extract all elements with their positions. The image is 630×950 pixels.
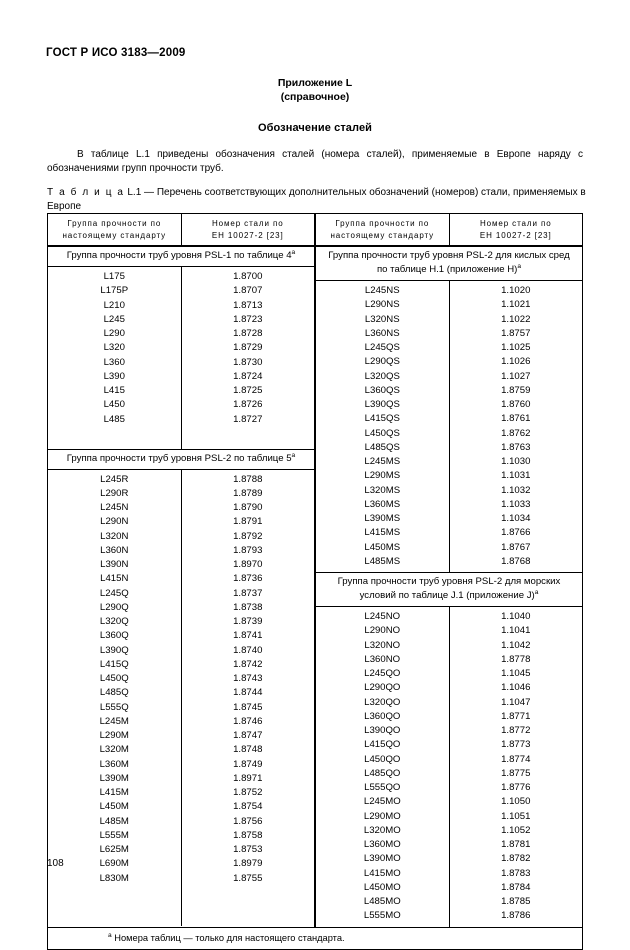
steel-number-cell: 1.8772 xyxy=(501,725,531,736)
grade-cell: L450Q xyxy=(99,673,129,685)
column-header-number-left xyxy=(182,214,314,245)
steel-number-cell: 1.1022 xyxy=(501,313,531,325)
grade-cell: L830M xyxy=(99,872,129,884)
column-header-grade-line2-left: настоящему стандарту xyxy=(62,230,167,240)
steel-number-cell: 1.8766 xyxy=(501,527,531,539)
section-heading-psl2-offshore xyxy=(316,572,582,607)
grade-cell: L415Q xyxy=(99,658,129,670)
steel-number-cell: 1.8729 xyxy=(233,342,263,354)
steel-number-cell: 1.1052 xyxy=(501,824,531,836)
steel-number-cell: 1.8745 xyxy=(233,701,263,713)
grade-cell: L290MO xyxy=(363,810,401,822)
grade-cell: L290NS xyxy=(364,299,400,311)
steel-number-cell: 1.1033 xyxy=(501,498,531,510)
grade-cell: L245NO xyxy=(364,611,401,622)
grade-cell: L625M xyxy=(99,844,129,856)
steel-number-cell: 1.8791 xyxy=(233,516,263,528)
table-header-row-left xyxy=(48,214,314,246)
grade-cell: L485MS xyxy=(364,555,401,567)
grade-cell: L360Q xyxy=(99,630,129,642)
grade-cell: L360MO xyxy=(363,839,401,850)
steel-number-cell: 1.8724 xyxy=(233,370,263,382)
steel-number-cell: 1.8768 xyxy=(501,555,531,567)
grade-cell: L210 xyxy=(103,299,125,311)
section-heading-psl2-sour-marker: a xyxy=(517,262,522,270)
grade-cell: L360MS xyxy=(364,498,401,510)
steel-number-cell: 1.8767 xyxy=(501,541,531,553)
grade-cell: L450M xyxy=(99,801,129,813)
steel-number-cell: 1.8759 xyxy=(501,384,531,396)
grade-cell: L320NS xyxy=(364,313,400,325)
steel-number-cell: 1.8744 xyxy=(233,687,263,699)
steel-number-cell: 1.8741 xyxy=(233,630,263,642)
grade-cell: L450MS xyxy=(364,541,401,553)
annex-label: Приложение L xyxy=(277,77,353,89)
steel-number-cell: 1.8773 xyxy=(501,739,531,751)
grade-cell: L290NO xyxy=(364,625,401,637)
grade-cell: L415QO xyxy=(364,739,401,751)
grade-cell: L320MO xyxy=(363,824,401,836)
grade-cell: L555QO xyxy=(364,782,401,793)
steel-number-cell: 1.8747 xyxy=(233,730,263,742)
steel-number-cell: 1.1020 xyxy=(501,285,531,296)
grade-cell: L245NS xyxy=(364,285,400,296)
grade-cell: L690M xyxy=(99,858,129,870)
steel-number-cell: 1.8785 xyxy=(501,896,531,907)
grade-cell: L245R xyxy=(100,473,129,485)
grade-cell: L450QS xyxy=(364,427,400,439)
left-filler-col-b xyxy=(182,908,314,927)
steel-number-cell: 1.8755 xyxy=(233,872,263,884)
steel-number-cell: 1.8771 xyxy=(501,710,531,722)
section-heading-psl2-offshore-line2: условий по таблице J.1 (приложение J) xyxy=(359,590,535,601)
grade-cell: L415 xyxy=(103,385,125,396)
grade-cell: L290N xyxy=(100,516,129,528)
steel-number-cell: 1.8783 xyxy=(501,867,531,879)
grade-cell: L390QO xyxy=(364,725,401,736)
grade-cell: L485M xyxy=(99,815,129,827)
grade-column-psl2-offshore xyxy=(316,607,450,927)
steel-number-cell: 1.8713 xyxy=(233,299,263,311)
steel-number-cell: 1.8776 xyxy=(501,782,531,793)
table-footnote xyxy=(48,927,582,949)
steel-number-cell: 1.8790 xyxy=(233,502,263,514)
steel-number-cell: 1.1021 xyxy=(501,299,531,311)
grade-cell: L245QS xyxy=(364,342,400,353)
grade-cell: L320NO xyxy=(364,639,401,651)
steel-number-cell: 1.8726 xyxy=(233,399,263,411)
section-heading-psl2-offshore-line1: Группа прочности труб уровня PSL-2 для морских xyxy=(337,576,561,587)
steel-number-cell: 1.1046 xyxy=(501,682,531,694)
grade-cell: L390QS xyxy=(364,399,400,410)
intro-text: В таблице L.1 приведены обозначения сталей (номера сталей), применяемые в Европе наряду с обозначениями групп прочности труб. xyxy=(47,149,583,174)
grade-cell: L175P xyxy=(100,285,129,297)
steel-number-cell: 1.1030 xyxy=(501,456,531,467)
steel-number-cell: 1.8742 xyxy=(233,658,263,670)
grade-column-psl1 xyxy=(48,267,182,449)
number-column-psl2 xyxy=(182,470,314,908)
standard-header: ГОСТ Р ИСО 3183—2009 xyxy=(46,47,186,59)
column-header-grade-line1-right: Группа прочности по xyxy=(335,219,430,228)
grade-cell: L485QS xyxy=(364,441,400,453)
table-caption-rest: L.1 — Перечень соответствующих дополнительных обозначений (номеров) стали, применяемых в Европе xyxy=(47,187,586,212)
section-heading-psl2-sour xyxy=(316,246,582,281)
grade-cell: L485 xyxy=(103,413,125,425)
steel-number-cell: 1.1026 xyxy=(501,356,531,368)
grade-cell: L360QO xyxy=(364,710,401,722)
section-heading-psl1-marker: a xyxy=(291,248,296,256)
grade-cell: L290 xyxy=(103,328,125,339)
grade-cell: L360QS xyxy=(364,384,400,396)
number-column-psl1 xyxy=(182,267,314,449)
steel-number-cell: 1.1027 xyxy=(501,370,531,382)
grade-cell: L320QO xyxy=(364,696,401,708)
steel-number-cell: 1.8781 xyxy=(501,839,531,850)
grade-cell: L415M xyxy=(99,787,129,799)
column-header-number-line2-right: ЕН 10027-2 [23] xyxy=(479,230,552,240)
grade-cell: L450QO xyxy=(364,753,401,765)
steel-number-cell: 1.8737 xyxy=(233,587,263,599)
column-header-grade-left xyxy=(48,214,182,245)
steel-number-cell: 1.8758 xyxy=(233,829,263,841)
steel-number-cell: 1.8782 xyxy=(501,853,531,865)
grade-cell: L245 xyxy=(103,313,125,325)
section-body-psl2-offshore xyxy=(316,607,582,927)
grade-cell: L555MO xyxy=(363,910,401,922)
grade-cell: L390MS xyxy=(364,513,401,524)
grade-cell: L450 xyxy=(103,399,125,411)
grade-cell: L415MS xyxy=(364,527,401,539)
column-header-number-line2-left: ЕН 10027-2 [23] xyxy=(211,230,284,240)
steel-number-cell: 1.8723 xyxy=(233,313,263,325)
steel-number-cell: 1.8763 xyxy=(501,441,531,453)
grade-cell: L415MO xyxy=(363,867,401,879)
steel-number-cell: 1.8728 xyxy=(233,328,263,339)
table-caption xyxy=(47,186,587,213)
section-heading-psl1 xyxy=(48,246,314,267)
column-header-grade-right xyxy=(316,214,450,245)
grade-cell: L320 xyxy=(103,342,125,354)
grade-cell: L320MS xyxy=(364,484,401,496)
grade-cell: L290M xyxy=(99,730,129,742)
grade-cell: L485Q xyxy=(99,687,129,699)
steel-number-cell: 1.8760 xyxy=(501,399,531,410)
steel-number-cell: 1.1051 xyxy=(501,810,531,822)
steel-number-cell: 1.8754 xyxy=(233,801,263,813)
grade-cell: L290MS xyxy=(364,470,401,482)
grade-cell: L390Q xyxy=(99,644,129,656)
grade-cell: L245QO xyxy=(364,668,401,679)
section-heading-psl2-text: Группа прочности труб уровня PSL-2 по таблице 5 xyxy=(66,452,292,464)
table-header-row-right xyxy=(316,214,582,246)
grade-cell: L320Q xyxy=(99,616,129,628)
grade-cell: L485MO xyxy=(363,896,401,907)
steel-number-cell: 1.8727 xyxy=(233,413,263,425)
steel-number-cell: 1.8788 xyxy=(233,473,263,485)
annex-title: Обозначение сталей xyxy=(257,122,373,134)
steel-number-cell: 1.1031 xyxy=(501,470,531,482)
grade-cell: L320N xyxy=(100,530,129,542)
grade-cell: L390MO xyxy=(363,853,401,865)
section-body-psl1 xyxy=(48,267,314,449)
grade-cell: L360N xyxy=(100,544,129,556)
steel-number-cell: 1.1047 xyxy=(501,696,531,708)
grade-cell: L415QS xyxy=(364,413,400,425)
steel-number-cell: 1.8793 xyxy=(233,544,263,556)
steel-number-cell: 1.8971 xyxy=(233,772,263,784)
steel-number-cell: 1.8753 xyxy=(233,844,263,856)
steel-designation-table xyxy=(47,213,583,950)
grade-column-psl2 xyxy=(48,470,182,908)
grade-cell: L360M xyxy=(99,758,129,770)
column-header-grade-line2-right: настоящему стандарту xyxy=(330,230,435,240)
grade-cell: L390M xyxy=(99,772,129,784)
steel-number-cell: 1.1040 xyxy=(501,611,531,622)
steel-number-cell: 1.1045 xyxy=(501,668,531,679)
left-filler xyxy=(48,908,314,927)
grade-cell: L390 xyxy=(103,370,125,382)
steel-number-cell: 1.8792 xyxy=(233,530,263,542)
grade-cell: L290R xyxy=(100,487,129,499)
section-heading-psl1-text: Группа прочности труб уровня PSL-1 по таблице 4 xyxy=(66,250,292,261)
grade-cell: L175 xyxy=(103,271,125,282)
table-footnote-marker: a xyxy=(108,931,112,939)
steel-number-cell: 1.8707 xyxy=(233,285,263,297)
steel-number-cell: 1.8740 xyxy=(233,644,263,656)
section-body-psl2 xyxy=(48,470,314,908)
column-header-number-right xyxy=(450,214,582,245)
steel-number-cell: 1.1025 xyxy=(501,342,531,353)
steel-number-cell: 1.8756 xyxy=(233,815,263,827)
grade-cell: L245MO xyxy=(363,796,401,808)
steel-number-cell: 1.8979 xyxy=(233,858,263,870)
steel-number-cell: 1.8746 xyxy=(233,715,263,727)
grade-cell: L290Q xyxy=(99,601,129,613)
steel-number-cell: 1.8762 xyxy=(501,427,531,439)
grade-cell: L360NO xyxy=(364,653,401,665)
annex-heading xyxy=(0,76,630,104)
steel-number-cell: 1.1042 xyxy=(501,639,531,651)
steel-number-cell: 1.8743 xyxy=(233,673,263,685)
steel-number-cell: 1.1032 xyxy=(501,484,531,496)
grade-cell: L390N xyxy=(100,559,129,571)
section-heading-psl2 xyxy=(48,449,314,470)
section-heading-psl2-sour-line2: по таблице H.1 (приложение H) xyxy=(376,264,518,275)
steel-number-cell: 1.8738 xyxy=(233,601,263,613)
steel-number-cell: 1.8757 xyxy=(501,327,531,339)
grade-cell: L360NS xyxy=(364,327,400,339)
grade-cell: L320M xyxy=(99,744,129,756)
steel-number-cell: 1.8748 xyxy=(233,744,263,756)
steel-number-cell: 1.8761 xyxy=(501,413,531,425)
steel-number-cell: 1.8775 xyxy=(501,767,531,779)
grade-cell: L290QO xyxy=(364,682,401,694)
steel-number-cell: 1.1034 xyxy=(501,513,531,524)
left-filler-col-a xyxy=(48,908,182,927)
steel-number-cell: 1.8730 xyxy=(233,356,263,368)
steel-number-cell: 1.8778 xyxy=(501,653,531,665)
steel-number-cell: 1.8749 xyxy=(233,758,263,770)
grade-column-psl2-sour xyxy=(316,281,450,572)
column-header-number-line1-right: Номер стали по xyxy=(479,219,552,228)
intro-paragraph xyxy=(47,148,583,175)
section-heading-psl2-sour-line1: Группа прочности труб уровня PSL-2 для кислых сред xyxy=(328,250,570,261)
grade-cell: L555Q xyxy=(99,701,129,713)
column-header-grade-line1-left: Группа прочности по xyxy=(67,219,162,228)
grade-cell: L555M xyxy=(99,829,129,841)
steel-number-cell: 1.1041 xyxy=(501,625,531,637)
page-number: 108 xyxy=(47,858,64,869)
grade-cell: L485QO xyxy=(364,767,401,779)
steel-number-cell: 1.1050 xyxy=(501,796,531,808)
grade-cell: L320QS xyxy=(364,370,400,382)
grade-cell: L450MO xyxy=(363,881,401,893)
section-heading-psl2-marker: a xyxy=(291,451,296,459)
steel-number-cell: 1.8739 xyxy=(233,616,263,628)
grade-cell: L245M xyxy=(99,715,129,727)
number-column-psl2-offshore xyxy=(450,607,582,927)
steel-number-cell: 1.8774 xyxy=(501,753,531,765)
steel-number-cell: 1.8786 xyxy=(501,910,531,922)
grade-cell: L360 xyxy=(103,356,125,368)
grade-cell: L415N xyxy=(100,573,129,585)
column-header-number-line1-left: Номер стали по xyxy=(211,219,284,228)
number-column-psl2-sour xyxy=(450,281,582,572)
steel-number-cell: 1.8736 xyxy=(233,573,263,585)
steel-number-cell: 1.8700 xyxy=(233,271,263,282)
table-half-left xyxy=(48,214,315,927)
steel-number-cell: 1.8970 xyxy=(233,559,263,571)
grade-cell: L245MS xyxy=(364,456,401,467)
steel-number-cell: 1.8725 xyxy=(233,385,263,396)
section-heading-psl2-offshore-marker: a xyxy=(534,588,539,596)
table-caption-prefix: Т а б л и ц а xyxy=(47,187,125,198)
grade-cell: L245Q xyxy=(99,587,129,599)
table-halves xyxy=(48,214,582,927)
steel-number-cell: 1.8789 xyxy=(233,487,263,499)
annex-kind: (справочное) xyxy=(280,91,350,103)
table-footnote-text: Номера таблиц — только для настоящего стандарта. xyxy=(114,932,345,943)
steel-number-cell: 1.8752 xyxy=(233,787,263,799)
grade-cell: L245N xyxy=(100,502,129,514)
grade-cell: L290QS xyxy=(364,356,400,368)
steel-number-cell: 1.8784 xyxy=(501,881,531,893)
table-half-right xyxy=(315,214,582,927)
section-body-psl2-sour xyxy=(316,281,582,572)
